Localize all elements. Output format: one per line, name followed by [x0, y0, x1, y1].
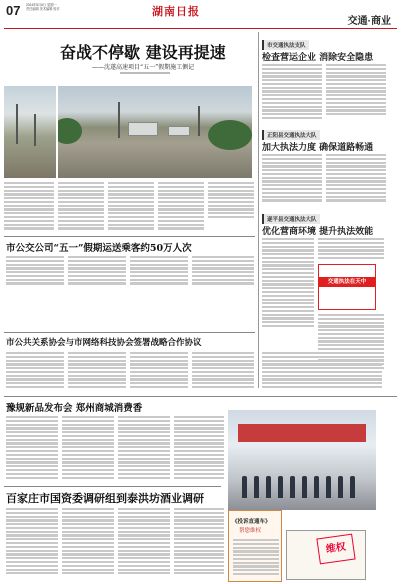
right-kicker-1: 市交通执法支队 — [262, 40, 309, 50]
traffic-enforcement-badge — [318, 264, 376, 310]
right-body-1b — [326, 64, 386, 122]
divider-6 — [4, 396, 397, 397]
story-7-body-c — [118, 508, 170, 580]
masthead: 湖南日报 — [152, 5, 200, 18]
banner — [238, 424, 366, 442]
right-kicker-2: 正阳县交通执法大队 — [262, 130, 320, 140]
right-body-1a — [262, 64, 322, 122]
story-6-body-a — [6, 416, 58, 484]
story-5-body-a — [6, 352, 64, 390]
story-6-body-d — [174, 416, 224, 484]
ad-title: 《投诉直通车》 — [232, 519, 271, 525]
right-headline-3: 优化营商环境 提升执法效能 — [262, 227, 374, 237]
rights-stamp: 维权 — [316, 534, 355, 565]
right-body-2a — [262, 154, 322, 206]
right-body-3a — [262, 238, 314, 332]
header-rule — [4, 28, 397, 29]
story-6-body-c — [118, 416, 170, 484]
column-divider — [258, 32, 259, 388]
story-4-body-c — [130, 256, 188, 286]
page-number: 07 — [6, 3, 21, 18]
story-4-body-b — [68, 256, 126, 286]
complaint-hotline-ad — [228, 510, 282, 582]
story-4-body-a — [6, 256, 64, 286]
story-5-body-c — [130, 352, 188, 390]
right-body-2b — [326, 154, 386, 206]
lead-body-col-2 — [108, 182, 154, 234]
ad-body — [233, 539, 279, 579]
lead-body-col-0 — [4, 182, 54, 234]
construction-photo — [58, 86, 252, 178]
lead-headline: 奋战不停歇 建设再提速 — [60, 43, 226, 62]
lead-body-col-4 — [208, 182, 254, 234]
story-7-body-a — [6, 508, 58, 580]
ad-subtitle: 帮您维权 — [239, 528, 262, 534]
story-4-headline: 市公交公司“五一”假期运送乘客约50万人次 — [6, 243, 192, 254]
date-line-1: 2024年5月6日 星期一 — [26, 3, 57, 7]
right-headline-1: 检查营运企业 消除安全隐患 — [262, 53, 374, 63]
lead-body-col-1 — [58, 182, 104, 234]
story-7-body-d — [174, 508, 224, 580]
date-line-2: 责任编辑 美术编辑 校对 — [26, 7, 60, 11]
divider-5 — [4, 332, 255, 333]
lead-subheadline: ——沈遂高速项目“五一”假期施工侧记 — [92, 64, 195, 71]
story-4-body-d — [192, 256, 254, 286]
group-photo — [228, 410, 376, 510]
story-7-body-b — [62, 508, 114, 580]
date-line — [26, 3, 60, 11]
story-6-headline: 豫规新品发布会 郑州商城消费香 — [6, 403, 143, 414]
badge-label: 交通执法在天中 — [319, 277, 375, 287]
right-body-3b — [318, 238, 384, 262]
divider-4 — [4, 236, 255, 237]
lead-body-col-3 — [158, 182, 204, 234]
divider-7 — [4, 486, 221, 487]
story-5-headline: 市公共关系协会与市网络科技协会签署战略合作协议 — [6, 338, 202, 348]
byline — [120, 72, 170, 74]
right-headline-2: 加大执法力度 确保道路畅通 — [262, 143, 374, 153]
right-kicker-3: 遂平县交通执法大队 — [262, 214, 320, 224]
story-5-body-b — [68, 352, 126, 390]
construction-photo-small — [4, 86, 56, 178]
story-5-body-e — [262, 352, 382, 390]
story-7-headline: 百家庄市国资委调研组到泰洪坊酒业调研 — [6, 492, 204, 505]
story-5-body-d — [192, 352, 254, 390]
section-title: 交通·商业 — [347, 16, 391, 27]
story-6-body-b — [62, 416, 114, 484]
